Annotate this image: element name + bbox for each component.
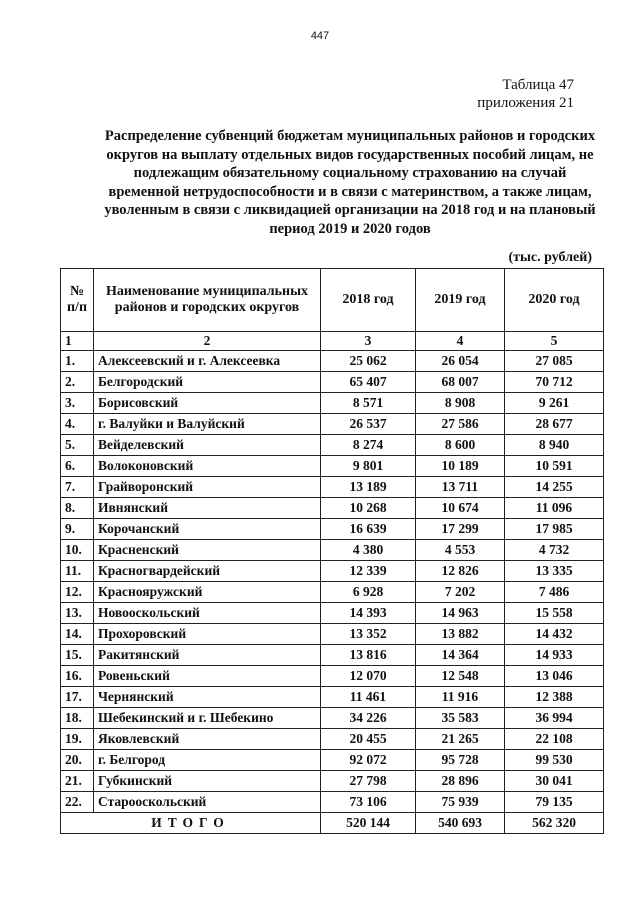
row-number: 10. [61, 540, 94, 561]
value-2020: 10 591 [505, 456, 604, 477]
district-name: Прохоровский [94, 624, 321, 645]
value-2018: 6 928 [321, 582, 416, 603]
table-row [61, 414, 604, 435]
district-name: Шебекинский и г. Шебекино [94, 708, 321, 729]
value-2018: 12 070 [321, 666, 416, 687]
value-2018: 11 461 [321, 687, 416, 708]
col-index: 2 [94, 332, 321, 351]
appendix-number: приложения 21 [477, 95, 574, 111]
units-label: (тыс. рублей) [508, 250, 592, 265]
value-2020: 79 135 [505, 792, 604, 813]
row-number: 6. [61, 456, 94, 477]
value-2020: 4 732 [505, 540, 604, 561]
value-2020: 7 486 [505, 582, 604, 603]
row-number: 3. [61, 393, 94, 414]
value-2018: 25 062 [321, 351, 416, 372]
district-name: г. Белгород [94, 750, 321, 771]
row-number: 9. [61, 519, 94, 540]
value-2020: 12 388 [505, 687, 604, 708]
row-number: 7. [61, 477, 94, 498]
value-2020: 11 096 [505, 498, 604, 519]
table-row [61, 393, 604, 414]
value-2018: 8 571 [321, 393, 416, 414]
value-2018: 16 639 [321, 519, 416, 540]
district-name: Ровеньский [94, 666, 321, 687]
value-2018: 65 407 [321, 372, 416, 393]
district-name: Губкинский [94, 771, 321, 792]
value-2019: 27 586 [416, 414, 505, 435]
value-2018: 8 274 [321, 435, 416, 456]
total-label: ИТОГО [61, 813, 321, 834]
row-number: 15. [61, 645, 94, 666]
row-number: 21. [61, 771, 94, 792]
value-2019: 12 548 [416, 666, 505, 687]
col-index: 4 [416, 332, 505, 351]
value-2019: 7 202 [416, 582, 505, 603]
table-row [61, 351, 604, 372]
total-2018: 520 144 [321, 813, 416, 834]
district-name: Чернянский [94, 687, 321, 708]
header-2019: 2019 год [416, 269, 505, 332]
page-number: 447 [310, 30, 330, 42]
table-row [61, 771, 604, 792]
table-row [61, 582, 604, 603]
row-number: 20. [61, 750, 94, 771]
value-2020: 14 432 [505, 624, 604, 645]
table-row [61, 372, 604, 393]
table-row [61, 708, 604, 729]
district-name: Красногвардейский [94, 561, 321, 582]
header-2020: 2020 год [505, 269, 604, 332]
value-2020: 17 985 [505, 519, 604, 540]
district-name: Вейделевский [94, 435, 321, 456]
value-2019: 14 364 [416, 645, 505, 666]
table-caption [477, 76, 574, 112]
value-2019: 75 939 [416, 792, 505, 813]
value-2018: 13 352 [321, 624, 416, 645]
value-2019: 95 728 [416, 750, 505, 771]
value-2020: 30 041 [505, 771, 604, 792]
district-name: Ивнянский [94, 498, 321, 519]
row-number: 8. [61, 498, 94, 519]
row-number: 16. [61, 666, 94, 687]
value-2020: 70 712 [505, 372, 604, 393]
header-number: № п/п [61, 269, 94, 332]
district-name: Красненский [94, 540, 321, 561]
header-2018: 2018 год [321, 269, 416, 332]
district-name: Грайворонский [94, 477, 321, 498]
value-2020: 8 940 [505, 435, 604, 456]
district-name: Старооскольский [94, 792, 321, 813]
total-2019: 540 693 [416, 813, 505, 834]
value-2018: 12 339 [321, 561, 416, 582]
table-row [61, 603, 604, 624]
district-name: Яковлевский [94, 729, 321, 750]
row-number: 11. [61, 561, 94, 582]
col-index: 1 [61, 332, 94, 351]
value-2018: 27 798 [321, 771, 416, 792]
value-2020: 22 108 [505, 729, 604, 750]
value-2020: 27 085 [505, 351, 604, 372]
value-2019: 12 826 [416, 561, 505, 582]
value-2019: 35 583 [416, 708, 505, 729]
value-2020: 9 261 [505, 393, 604, 414]
document-title: Распределение субвенций бюджетам муниципальных районов и городских округов на выплату отдельных видов государственных пособий лицам, не подлежащим обязательному социальному страхованию на случай временной нетрудоспособности и в связи с материнством, а также лицам, уволенным в связи с ликвидацией организации на 2018 год и на плановый период 2019 и 2020 годов [104, 128, 596, 237]
value-2018: 26 537 [321, 414, 416, 435]
value-2018: 9 801 [321, 456, 416, 477]
total-2020: 562 320 [505, 813, 604, 834]
value-2019: 26 054 [416, 351, 505, 372]
row-number: 1. [61, 351, 94, 372]
col-index: 3 [321, 332, 416, 351]
value-2020: 28 677 [505, 414, 604, 435]
value-2018: 92 072 [321, 750, 416, 771]
table-row [61, 498, 604, 519]
value-2019: 13 711 [416, 477, 505, 498]
value-2020: 13 335 [505, 561, 604, 582]
value-2018: 4 380 [321, 540, 416, 561]
value-2019: 11 916 [416, 687, 505, 708]
value-2019: 8 908 [416, 393, 505, 414]
district-name: Белгородский [94, 372, 321, 393]
value-2020: 36 994 [505, 708, 604, 729]
value-2018: 20 455 [321, 729, 416, 750]
table-row [61, 561, 604, 582]
district-name: г. Валуйки и Валуйский [94, 414, 321, 435]
value-2018: 73 106 [321, 792, 416, 813]
row-number: 22. [61, 792, 94, 813]
district-name: Борисовский [94, 393, 321, 414]
district-name: Краснояружский [94, 582, 321, 603]
table-row [61, 540, 604, 561]
district-name: Новооскольский [94, 603, 321, 624]
value-2019: 10 189 [416, 456, 505, 477]
value-2019: 8 600 [416, 435, 505, 456]
column-index-row [61, 332, 604, 351]
district-name: Волоконовский [94, 456, 321, 477]
col-index: 5 [505, 332, 604, 351]
row-number: 2. [61, 372, 94, 393]
row-number: 12. [61, 582, 94, 603]
district-name: Ракитянский [94, 645, 321, 666]
table-row [61, 477, 604, 498]
row-number: 18. [61, 708, 94, 729]
table-row [61, 750, 604, 771]
row-number: 13. [61, 603, 94, 624]
value-2018: 10 268 [321, 498, 416, 519]
subsidy-table [60, 268, 604, 834]
value-2019: 28 896 [416, 771, 505, 792]
value-2019: 17 299 [416, 519, 505, 540]
header-row [61, 269, 604, 332]
value-2020: 14 255 [505, 477, 604, 498]
value-2020: 13 046 [505, 666, 604, 687]
value-2019: 13 882 [416, 624, 505, 645]
value-2018: 34 226 [321, 708, 416, 729]
row-number: 14. [61, 624, 94, 645]
district-name: Корочанский [94, 519, 321, 540]
value-2019: 21 265 [416, 729, 505, 750]
district-name: Алексеевский и г. Алексеевка [94, 351, 321, 372]
table-row [61, 666, 604, 687]
table-row [61, 792, 604, 813]
row-number: 19. [61, 729, 94, 750]
value-2019: 10 674 [416, 498, 505, 519]
value-2020: 15 558 [505, 603, 604, 624]
table-row [61, 624, 604, 645]
row-number: 17. [61, 687, 94, 708]
table-number: Таблица 47 [502, 77, 574, 93]
header-name: Наименование муниципальных районов и городских округов [94, 269, 321, 332]
total-row [61, 813, 604, 834]
table-row [61, 729, 604, 750]
value-2020: 14 933 [505, 645, 604, 666]
row-number: 4. [61, 414, 94, 435]
table-row [61, 519, 604, 540]
value-2018: 14 393 [321, 603, 416, 624]
value-2019: 14 963 [416, 603, 505, 624]
value-2018: 13 816 [321, 645, 416, 666]
value-2019: 4 553 [416, 540, 505, 561]
row-number: 5. [61, 435, 94, 456]
table-row [61, 687, 604, 708]
table-row [61, 645, 604, 666]
table-row [61, 456, 604, 477]
value-2019: 68 007 [416, 372, 505, 393]
value-2018: 13 189 [321, 477, 416, 498]
table-row [61, 435, 604, 456]
value-2020: 99 530 [505, 750, 604, 771]
